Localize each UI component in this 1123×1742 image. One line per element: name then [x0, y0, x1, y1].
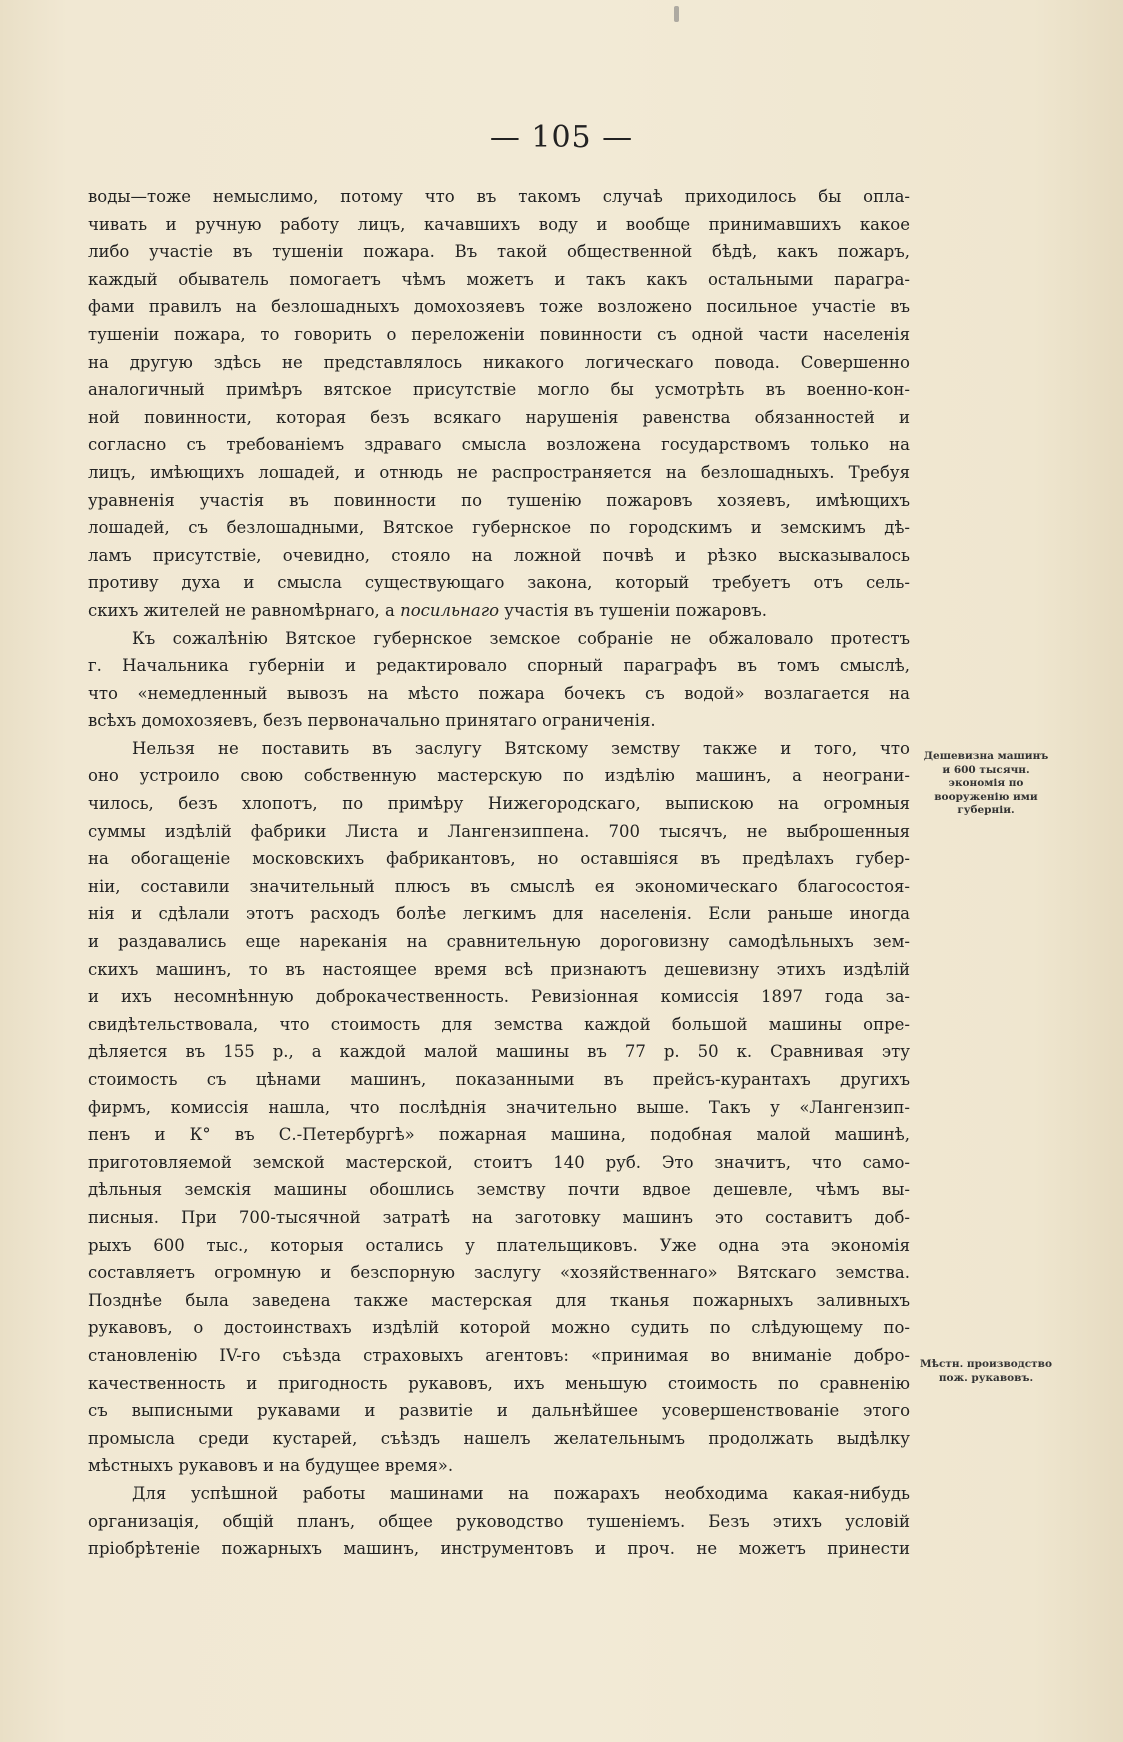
- text-line: скихъ машинъ, то въ настоящее время всѣ признаютъ дешевизну этихъ издѣлій: [88, 959, 910, 979]
- text-line: каждый обыватель помогаетъ чѣмъ можетъ и такъ какъ остальными парагра-: [88, 269, 910, 289]
- text-line: свидѣтельствовала, что стоимость для земства каждой большой машины опре-: [88, 1014, 910, 1034]
- text-line: Позднѣе была заведена также мастерская для тканья пожарныхъ заливныхъ: [88, 1290, 910, 1310]
- text-line: фирмъ, комиссія нашла, что послѣднія значительно выше. Такъ у «Лангензип-: [88, 1097, 910, 1117]
- text-segment: скихъ жителей не равномѣрнаго, а: [88, 600, 395, 620]
- text-line: пенъ и К° въ С.-Петербургѣ» пожарная машина, подобная малой машинѣ,: [88, 1125, 910, 1145]
- text-line: г. Начальника губерніи и редактировало спорный параграфъ въ томъ смыслѣ,: [88, 656, 910, 676]
- text-line: что «немедленный вывозъ на мѣсто пожара бочекъ съ водой» возлагается на: [88, 683, 910, 703]
- text-line: организація, общій планъ, общее руководство тушеніемъ. Безъ этихъ условій: [88, 1511, 910, 1531]
- text-line: согласно съ требованіемъ здраваго смысла возложена государствомъ только на: [88, 435, 910, 455]
- text-line: тушеніи пожара, то говорить о переложеніи повинности съ одной части населенія: [88, 324, 910, 344]
- text-line: фами правилъ на безлошадныхъ домохозяевъ тоже возложено посильное участіе въ: [88, 297, 910, 317]
- text-line-mixed: [88, 597, 910, 625]
- text-line: съ выписными рукавами и развитіе и дальнѣйшее усовершенствованіе этого: [88, 1401, 910, 1421]
- text-line: пріобрѣтеніе пожарныхъ машинъ, инструментовъ и проч. не можетъ принести: [88, 1539, 910, 1559]
- text-line: качественность и пригодность рукавовъ, ихъ меньшую стоимость по сравненію: [88, 1373, 910, 1393]
- italic-phrase: посильнаго: [400, 600, 500, 620]
- page-number: — 105 —: [489, 120, 634, 155]
- text-line: становленію IV-го съѣзда страховыхъ агентовъ: «принимая во вниманіе добро-: [88, 1345, 910, 1365]
- print-speck: [674, 6, 679, 22]
- text-line: лошадей, съ безлошадными, Вятское губернское по городскимъ и земскимъ дѣ-: [88, 518, 910, 538]
- text-line: лицъ, имѣющихъ лошадей, и отнюдь не распространяется на безлошадныхъ. Требуя: [88, 462, 910, 482]
- text-line: мѣстныхъ рукавовъ и на будущее время».: [88, 1456, 454, 1476]
- text-line: нія и сдѣлали этотъ расходъ болѣе легкимъ для населенія. Если раньше иногда: [88, 904, 910, 924]
- margin-note: Дешевизна машинъ и 600 тысячн. экономія по вооруженію ими губерніи.: [923, 750, 1049, 817]
- text-line: либо участіе въ тушеніи пожара. Въ такой общественной бѣдѣ, какъ пожаръ,: [88, 242, 910, 262]
- paragraph-first-line: Для успѣшной работы машинами на пожарахъ необходима какая-нибудь: [132, 1483, 910, 1503]
- text-line: и ихъ несомнѣнную доброкачественность. Ревизіонная комиссія 1897 года за-: [88, 987, 910, 1007]
- text-line: оно устроило свою собственную мастерскую по издѣлію машинъ, а неограни-: [88, 766, 910, 786]
- text-line: приготовляемой земской мастерской, стоитъ 140 руб. Это значитъ, что само-: [88, 1152, 910, 1172]
- text-line: всѣхъ домохозяевъ, безъ первоначально принятаго ограниченія.: [88, 711, 656, 731]
- text-line: ніи, составили значительный плюсъ въ смыслѣ ея экономическаго благосостоя-: [88, 876, 910, 896]
- text-line: аналогичный примѣръ вятское присутствіе могло бы усмотрѣть въ военно-кон-: [88, 380, 910, 400]
- text-line: на другую здѣсь не представлялось никакого логическаго повода. Совершенно: [88, 352, 910, 372]
- text-line: противу духа и смысла существующаго закона, который требуетъ отъ сель-: [88, 573, 910, 593]
- margin-note: Мѣстн. производство пож. рукавовъ.: [920, 1358, 1052, 1384]
- text-line: стоимость съ цѣнами машинъ, показанными въ прейсъ-курантахъ другихъ: [88, 1070, 910, 1089]
- text-line: составляетъ огромную и безспорную заслугу «хозяйственнаго» Вятскаго земства.: [88, 1263, 910, 1283]
- text-line: чивать и ручную работу лицъ, качавшихъ воду и вообще принимавшихъ какое: [88, 214, 910, 234]
- body-text: [88, 183, 910, 1563]
- text-segment: участія въ тушеніи пожаровъ.: [499, 600, 767, 620]
- text-line: промысла среди кустарей, съѣздъ нашелъ желательнымъ продолжать выдѣлку: [88, 1428, 910, 1448]
- text-line: дѣльныя земскія машины обошлись земству почти вдвое дешевле, чѣмъ вы-: [88, 1180, 910, 1200]
- text-line: ламъ присутствіе, очевидно, стояло на ложной почвѣ и рѣзко высказывалось: [88, 545, 910, 565]
- text-line: и раздавались еще нареканія на сравнительную дороговизну самодѣльныхъ зем-: [88, 932, 910, 952]
- text-line: воды—тоже немыслимо, потому что въ такомъ случаѣ приходилось бы опла-: [88, 187, 910, 206]
- text-line: на обогащеніе московскихъ фабрикантовъ, но оставшіяся въ предѣлахъ губер-: [88, 849, 910, 869]
- text-line: суммы издѣлій фабрики Листа и Лангензиппена. 700 тысячъ, не выброшенныя: [88, 821, 910, 841]
- paragraph-first-line: Къ сожалѣнію Вятское губернское земское собраніе не обжаловало протестъ: [132, 628, 910, 648]
- text-line: уравненія участія въ повинности по тушенію пожаровъ хозяевъ, имѣющихъ: [88, 490, 910, 510]
- text-line: рыхъ 600 тыс., которыя остались у плательщиковъ. Уже одна эта экономія: [88, 1235, 910, 1255]
- text-line: дѣляется въ 155 р., а каждой малой машины въ 77 р. 50 к. Сравнивая эту: [88, 1042, 910, 1062]
- text-line: ной повинности, которая безъ всякаго нарушенія равенства обязанностей и: [88, 407, 910, 427]
- text-line: рукавовъ, о достоинствахъ издѣлій которой можно судить по слѣдующему по-: [88, 1318, 910, 1338]
- paragraph-first-line: Нельзя не поставить въ заслугу Вятскому земству также и того, что: [132, 738, 910, 758]
- text-line: чилось, безъ хлопотъ, по примѣру Нижегородскаго, выпискою на огромныя: [88, 794, 910, 814]
- text-line: писныя. При 700-тысячной затратѣ на заготовку машинъ это составитъ доб-: [88, 1207, 910, 1227]
